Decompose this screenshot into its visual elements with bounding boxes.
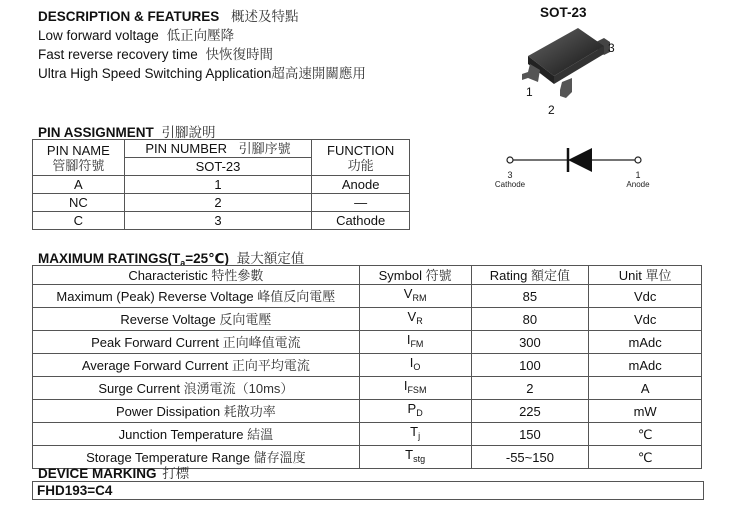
table-header-row <box>33 140 410 158</box>
ratings-heading: MAXIMUM $RATINGS(T_a=25℃)$ 最大額定值 <box>38 251 305 268</box>
marking-heading: DEVICE MARKING 打標 <box>38 466 190 481</box>
feature-line: Fast reverse recovery time 快恢復時間 <box>38 47 274 62</box>
table-header-row <box>33 266 702 285</box>
description-heading: DESCRIPTION & FEATURES 概述及特點 <box>38 9 299 24</box>
symbol-pin-left: 3 <box>507 170 513 180</box>
marking-value: FHD193=C4 <box>32 481 704 500</box>
pin-assignment-heading: PIN ASSIGNMENT 引腳說明 <box>38 125 216 140</box>
table-row: Average Forward Current 正向平均電流 $I_O$ 100 mAdc <box>33 354 702 377</box>
table-row: Surge Current 浪湧電流（10ms） $I_{FSM}$ 2 A <box>33 377 702 400</box>
pin-assignment-table <box>32 139 410 230</box>
table-row: C 3 Cathode <box>33 212 410 230</box>
pin-label-1: 1 <box>526 85 533 99</box>
pin-label-3: 3 <box>608 41 615 55</box>
symbol-label-cathode: Cathode <box>494 180 526 189</box>
ratings-table <box>32 265 702 469</box>
package-subheader: SOT-23 <box>124 158 312 176</box>
pin-number-header: PIN NUMBER 引腳序號 <box>124 140 312 158</box>
table-row: Storage Temperature Range 儲存溫度 $T_{stg}$ -55~150 ℃ <box>33 446 702 469</box>
table-row: Reverse Voltage 反向電壓 $V_R$ 80 Vdc <box>33 308 702 331</box>
pin-label-2: 2 <box>548 103 555 117</box>
function-header: FUNCTION 功能 <box>312 140 410 176</box>
lead-2-shape <box>560 78 572 98</box>
table-row: NC 2 — <box>33 194 410 212</box>
package-name: SOT-23 <box>540 5 587 20</box>
anode-terminal <box>635 157 641 163</box>
symbol-label-anode: Anode <box>626 180 650 189</box>
feature-line: Ultra High Speed Switching Application超高速開關應用 <box>38 66 366 81</box>
table-row: Power Dissipation 耗散功率 $P_D$ 225 mW <box>33 400 702 423</box>
table-row: A 1 Anode <box>33 176 410 194</box>
table-row: Peak Forward Current 正向峰值電流 $I_{FM}$ 300 mAdc <box>33 331 702 354</box>
symbol-header: Symbol 符號 <box>359 266 471 285</box>
symbol-pin-right: 1 <box>635 170 641 180</box>
diode-symbol <box>490 140 660 196</box>
characteristic-header: Characteristic 特性參數 <box>33 266 360 285</box>
table-row: Junction Temperature 結溫 $T_j$ 150 ℃ <box>33 423 702 446</box>
feature-line: Low forward voltage 低正向壓降 <box>38 28 235 43</box>
table-row: Maximum (Peak) Reverse Voltage 峰值反向電壓 $V_{RM}$ 85 Vdc <box>33 285 702 308</box>
sot23-package-drawing <box>500 22 640 118</box>
pin-name-header: PIN NAME 管腳符號 <box>33 140 125 176</box>
cathode-terminal <box>507 157 513 163</box>
diode-triangle <box>568 148 592 172</box>
unit-header: Unit 單位 <box>589 266 702 285</box>
rating-header: Rating 額定值 <box>471 266 589 285</box>
